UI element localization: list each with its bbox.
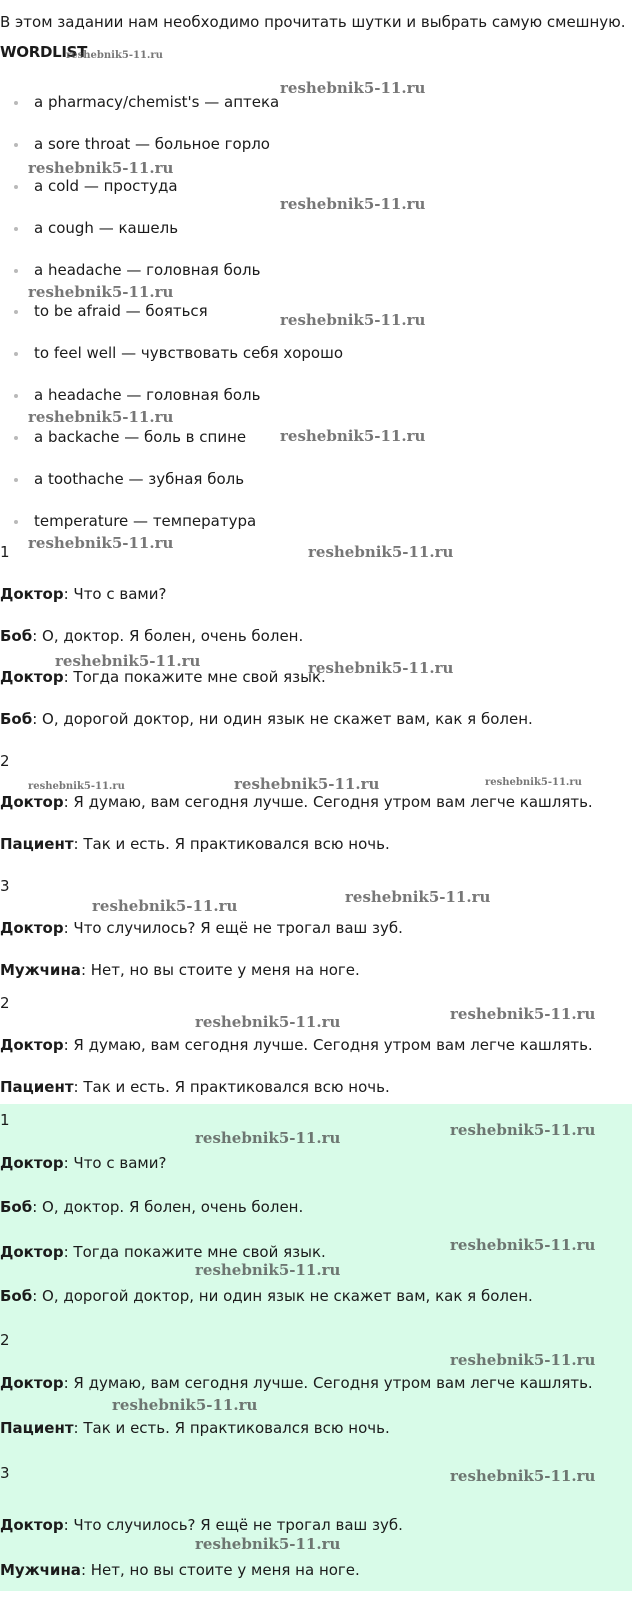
watermark: reshebnik5-11.ru (450, 1467, 596, 1485)
speaker: Пациент (0, 1078, 74, 1096)
watermark: reshebnik5-11.ru (450, 1236, 596, 1254)
watermark: reshebnik5-11.ru (28, 159, 174, 177)
joke-number: 2 (0, 994, 10, 1012)
speaker: Доктор (0, 1154, 64, 1172)
dialogue-line: Доктор: Тогда покажите мне свой язык. (0, 668, 326, 686)
speaker: Доктор (0, 1036, 64, 1054)
wordlist-title: WORDLIST (0, 43, 88, 61)
watermark: reshebnik5-11.ru (195, 1129, 341, 1147)
watermark: reshebnik5-11.ru (280, 427, 426, 445)
dialogue-line: Боб: О, доктор. Я болен, очень болен. (0, 627, 304, 645)
bullet-icon (14, 436, 18, 440)
intro-text: В этом задании нам необходимо прочитать шутки и выбрать самую смешную. (0, 13, 626, 31)
dialogue-line: Доктор: Что с вами? (0, 585, 167, 603)
speaker: Боб (0, 1287, 33, 1305)
speaker: Доктор (0, 1243, 64, 1261)
dialogue-line: Доктор: Я думаю, вам сегодня лучше. Сегодня утром вам легче кашлять. (0, 1036, 593, 1054)
dialogue-line: Доктор: Я думаю, вам сегодня лучше. Сегодня утром вам легче кашлять. (0, 793, 593, 811)
bullet-icon (14, 269, 18, 273)
bullet-icon (14, 520, 18, 524)
watermark: reshebnik5-11.ru (280, 311, 426, 329)
speaker: Доктор (0, 793, 64, 811)
joke-number: 2 (0, 752, 10, 770)
dialogue-line: Мужчина: Нет, но вы стоите у меня на ноге. (0, 961, 360, 979)
speaker: Пациент (0, 1419, 74, 1437)
watermark: reshebnik5-11.ru (66, 50, 163, 61)
dialogue-line: Боб: О, дорогой доктор, ни один язык не скажет вам, как я болен. (0, 1287, 533, 1305)
watermark: reshebnik5-11.ru (28, 781, 125, 792)
dialogue-line: Боб: О, доктор. Я болен, очень болен. (0, 1198, 304, 1216)
dialogue-line: Пациент: Так и есть. Я практиковался всю ночь. (0, 1419, 390, 1437)
watermark: reshebnik5-11.ru (112, 1396, 258, 1414)
speaker: Боб (0, 710, 33, 728)
speaker: Доктор (0, 1516, 64, 1534)
joke-number: 1 (0, 1111, 10, 1129)
dialogue-line: Пациент: Так и есть. Я практиковался всю ночь. (0, 1078, 390, 1096)
bullet-icon (14, 478, 18, 482)
joke-number: 1 (0, 543, 10, 561)
speaker: Доктор (0, 919, 64, 937)
bullet-icon (14, 352, 18, 356)
joke-number: 3 (0, 877, 10, 895)
watermark: reshebnik5-11.ru (28, 283, 174, 301)
joke-number: 3 (0, 1464, 10, 1482)
watermark: reshebnik5-11.ru (28, 408, 174, 426)
dialogue-line: Доктор: Тогда покажите мне свой язык. (0, 1243, 326, 1261)
watermark: reshebnik5-11.ru (234, 775, 380, 793)
speaker: Доктор (0, 668, 64, 686)
dialogue-line: Боб: О, дорогой доктор, ни один язык не скажет вам, как я болен. (0, 710, 533, 728)
watermark: reshebnik5-11.ru (55, 652, 201, 670)
speaker: Доктор (0, 585, 64, 603)
dialogue-line: Пациент: Так и есть. Я практиковался всю ночь. (0, 835, 390, 853)
dialogue-line: Доктор: Что случилось? Я ещё не трогал ваш зуб. (0, 1516, 403, 1534)
watermark: reshebnik5-11.ru (280, 79, 426, 97)
dialogue-line: Доктор: Я думаю, вам сегодня лучше. Сегодня утром вам легче кашлять. (0, 1374, 593, 1392)
dialogue-line: Доктор: Что случилось? Я ещё не трогал ваш зуб. (0, 919, 403, 937)
watermark: reshebnik5-11.ru (92, 897, 238, 915)
watermark: reshebnik5-11.ru (450, 1005, 596, 1023)
bullet-icon (14, 227, 18, 231)
watermark: reshebnik5-11.ru (345, 888, 491, 906)
watermark: reshebnik5-11.ru (450, 1351, 596, 1369)
dialogue-line: Мужчина: Нет, но вы стоите у меня на ноге. (0, 1561, 360, 1579)
dialogue-line: Доктор: Что с вами? (0, 1154, 167, 1172)
watermark: reshebnik5-11.ru (485, 777, 582, 788)
watermark: reshebnik5-11.ru (450, 1121, 596, 1139)
speaker: Доктор (0, 1374, 64, 1392)
speaker: Мужчина (0, 1561, 81, 1579)
bullet-icon (14, 394, 18, 398)
watermark: reshebnik5-11.ru (308, 659, 454, 677)
speaker: Боб (0, 1198, 33, 1216)
watermark: reshebnik5-11.ru (308, 543, 454, 561)
bullet-icon (14, 101, 18, 105)
joke-number: 2 (0, 1331, 10, 1349)
watermark: reshebnik5-11.ru (195, 1261, 341, 1279)
speaker: Пациент (0, 835, 74, 853)
bullet-icon (14, 185, 18, 189)
watermark: reshebnik5-11.ru (195, 1535, 341, 1553)
page: В этом задании нам необходимо прочитать шутки и выбрать самую смешную. WORDLIST a pharmacy/chemist's — аптека a sore throat — больное горло a cold — простуда a cough — кашель a headache — головная боль to be afraid — бояться to feel well — чувствовать себя хорошо a headache — головная боль a backache — боль в спине a toothache — зубная боль temperature — температура 1 Доктор: Что с вами? Боб: О, доктор. Я болен, очень болен. Доктор: Тогда покажите мне свой язык. Боб: О, дорогой доктор, ни один язык не скажет вам, как я болен. 2 Доктор: Я думаю, вам сегодня лучше. Сегодня утром вам легче кашлять. Пациент: Так и есть. Я практиковался всю ночь. 3 Доктор: Что случилось? Я ещё не трогал ваш зуб. Мужчина: Нет, но вы стоите у меня на ноге. 2 Доктор: Я думаю, вам сегодня лучше. Сегодня утром вам легче кашлять. Пациент: Так и есть. Я практиковался всю ночь. 1 Доктор: Что с вами? Боб: О, доктор. Я болен, очень болен. Доктор: Тогда покажите мне свой язык. Боб: О, дорогой доктор, ни один язык не скажет вам, как я болен. 2 Доктор: Я думаю, вам сегодня лучше. Сегодня утром вам легче кашлять. Пациент: Так и есть. Я практиковался всю ночь. 3 Доктор: Что случилось? Я ещё не трогал ваш зуб. Мужчина: Нет, но вы стоите у меня на ноге. reshebnik5-11.ru reshebnik5-11.ru reshebnik5-11.ru reshebnik5-11.ru reshebnik5-11.ru reshebnik5-11.ru reshebnik5-11.ru reshebnik5-11.ru reshebnik5-11.ru reshebnik5-11.ru reshebnik5-11.ru reshebnik5-11.ru reshebnik5-11.ru reshebnik5-11.ru reshebnik5-11.ru reshebnik5-11.ru reshebnik5-11.ru reshebnik5-11.ru reshebnik5-11.ru reshebnik5-11.ru reshebnik5-11.ru reshebnik5-11.ru reshebnik5-11.ru reshebnik5-11.ru reshebnik5-11.ru reshebnik5-11.ru reshebnik5-11.ru (0, 0, 632, 1617)
watermark: reshebnik5-11.ru (28, 534, 174, 552)
speaker: Мужчина (0, 961, 81, 979)
watermark: reshebnik5-11.ru (280, 195, 426, 213)
bullet-icon (14, 143, 18, 147)
watermark: reshebnik5-11.ru (195, 1013, 341, 1031)
bullet-icon (14, 310, 18, 314)
speaker: Боб (0, 627, 33, 645)
